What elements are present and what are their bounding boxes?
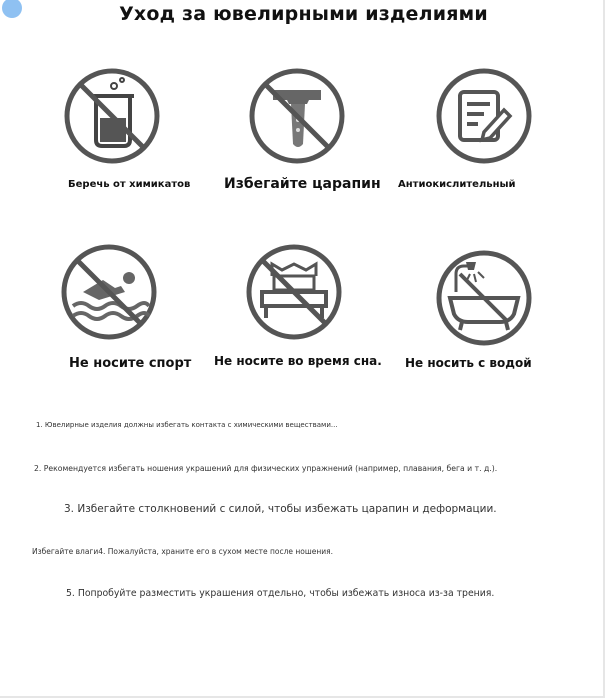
icon-caption: Не носите спорт	[69, 356, 192, 371]
page-title: Уход за ювелирными изделиями	[119, 3, 488, 25]
no-chemicals-icon	[12, 66, 212, 166]
care-note: 1. Ювелирные изделия должны избегать контакта с химическими веществами...	[36, 421, 338, 429]
icon-caption: Не носите во время сна.	[214, 354, 382, 368]
icon-caption: Не носить с водой	[405, 356, 532, 370]
icon-caption: Избегайте царапин	[224, 176, 381, 192]
antioxidant-note-icon	[384, 66, 584, 166]
icon-caption: Беречь от химикатов	[68, 179, 191, 190]
care-note: Избегайте влаги4. Пожалуйста, храните его в сухом месте после ношения.	[32, 547, 334, 556]
no-sleeping-icon	[194, 242, 394, 342]
care-note: 5. Попробуйте разместить украшения отдельно, чтобы избежать износа из-за трения.	[66, 588, 495, 599]
no-swimming-icon	[9, 242, 209, 342]
care-note: 3. Избегайте столкновений с силой, чтобы избежать царапин и деформации.	[64, 503, 497, 515]
care-note: 2. Рекомендуется избегать ношения украшений для физических упражнений (например, плавания, бега и т. д.).	[34, 464, 498, 473]
icon-caption: Антиокислительный	[398, 179, 516, 190]
no-scratch-icon	[197, 66, 397, 166]
no-bath-icon	[384, 248, 584, 348]
